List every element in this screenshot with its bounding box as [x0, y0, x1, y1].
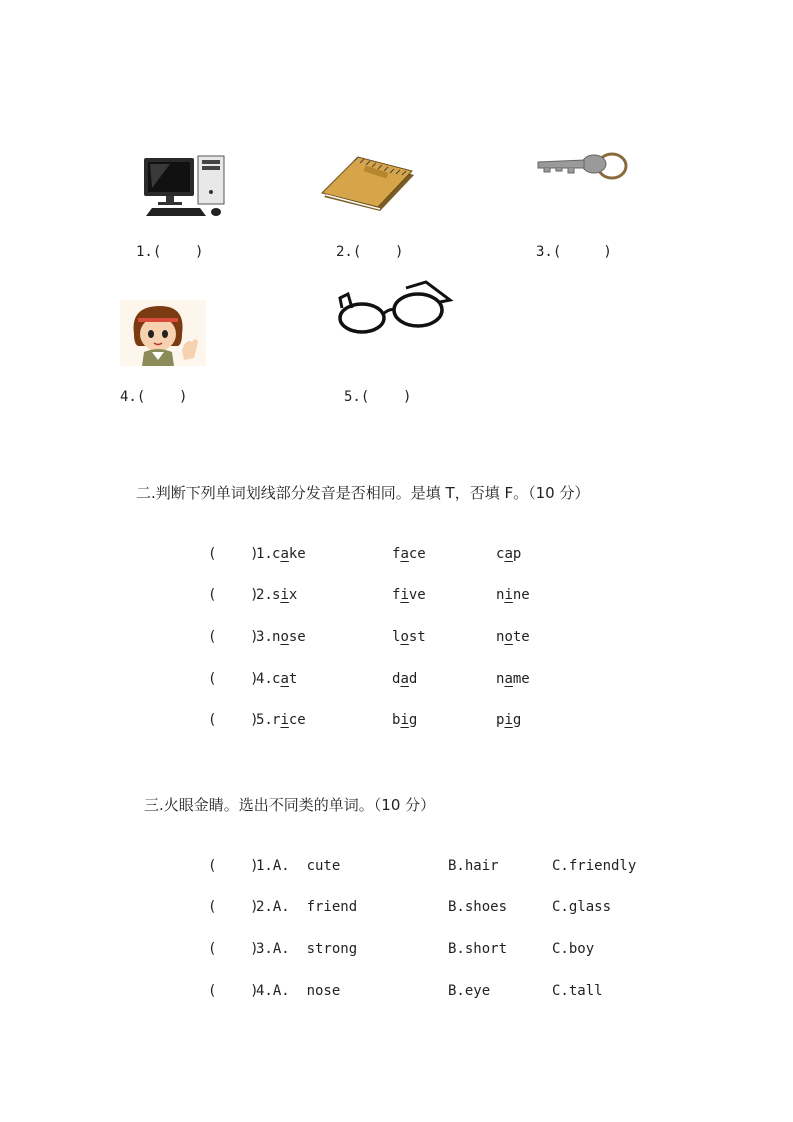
picture-label: 4.( )	[120, 389, 188, 405]
underlined-letter: i	[400, 712, 409, 728]
word-part: ce	[408, 546, 426, 562]
picture-label: 2.( )	[336, 244, 404, 260]
word-part: t	[288, 671, 298, 687]
option-a: 1.A. cute	[256, 858, 341, 874]
underlined-letter: i	[280, 712, 289, 728]
question-number: 5.	[256, 712, 273, 728]
underlined-letter: o	[504, 629, 513, 645]
underlined-letter: i	[400, 587, 409, 603]
word	[392, 671, 417, 687]
answer-blank[interactable]: ( )	[208, 546, 259, 562]
question-number: 4.	[256, 671, 273, 687]
word-part: f	[392, 546, 401, 562]
word-part: n	[496, 587, 505, 603]
question-row	[0, 712, 793, 732]
picture-label: 5.( )	[344, 389, 412, 405]
answer-blank[interactable]: ( )	[208, 629, 259, 645]
word-part: se	[288, 629, 306, 645]
option-a: 4.A. nose	[256, 983, 341, 999]
word-part: l	[392, 629, 401, 645]
word-part: p	[496, 712, 505, 728]
word-part: c	[272, 546, 281, 562]
word-part: ne	[512, 587, 530, 603]
glasses-icon	[336, 278, 454, 336]
word	[392, 587, 426, 603]
option-a: 3.A. strong	[256, 941, 358, 957]
underlined-letter: a	[280, 671, 289, 687]
option-c: C.friendly	[552, 858, 637, 874]
notebook-icon	[320, 155, 416, 213]
section-title: 二.判断下列单词划线部分发音是否相同。是填 T，否填 F。（10 分）	[136, 484, 590, 502]
question-row	[0, 858, 793, 878]
word-part: c	[496, 546, 505, 562]
answer-blank[interactable]: ( )	[208, 983, 259, 999]
answer-blank[interactable]: ( )	[208, 858, 259, 874]
underlined-letter: a	[504, 671, 513, 687]
word-part: ke	[288, 546, 306, 562]
question-number: 2.	[256, 587, 273, 603]
option-c: C.tall	[552, 983, 603, 999]
answer-blank[interactable]: ( )	[208, 899, 259, 915]
option-b: B.short	[448, 941, 508, 957]
word-part: s	[272, 587, 281, 603]
answer-blank[interactable]: ( )	[208, 671, 259, 687]
word	[496, 546, 521, 562]
word-part: me	[512, 671, 530, 687]
section-title: 三.火眼金睛。选出不同类的单词。（10 分）	[144, 796, 436, 814]
word	[392, 546, 426, 562]
word-part: n	[272, 629, 281, 645]
word-part: te	[512, 629, 530, 645]
option-b: B.shoes	[448, 899, 508, 915]
option-b: B.hair	[448, 858, 499, 874]
underlined-letter: o	[400, 629, 409, 645]
word-part: ce	[288, 712, 306, 728]
word	[272, 546, 306, 562]
word-part: r	[272, 712, 281, 728]
word	[272, 712, 306, 728]
word-part: n	[496, 629, 505, 645]
word	[496, 671, 530, 687]
underlined-letter: a	[504, 546, 513, 562]
word	[392, 712, 417, 728]
girl-avatar-icon	[120, 300, 206, 366]
word	[272, 587, 297, 603]
option-a: 2.A. friend	[256, 899, 358, 915]
word-part: x	[288, 587, 298, 603]
word-part: c	[272, 671, 281, 687]
question-row	[0, 587, 793, 607]
question-row	[0, 546, 793, 566]
word	[496, 712, 521, 728]
question-number: 3.	[256, 629, 273, 645]
word-part: g	[408, 712, 418, 728]
word-part: f	[392, 587, 401, 603]
word	[392, 629, 426, 645]
underlined-letter: i	[504, 712, 513, 728]
underlined-letter: o	[280, 629, 289, 645]
word-part: st	[408, 629, 426, 645]
word	[496, 629, 530, 645]
picture-label: 1.( )	[136, 244, 204, 260]
picture-label: 3.( )	[536, 244, 612, 260]
answer-blank[interactable]: ( )	[208, 712, 259, 728]
word-part: p	[512, 546, 522, 562]
word	[272, 671, 297, 687]
word	[496, 587, 530, 603]
underlined-letter: i	[280, 587, 289, 603]
question-row	[0, 899, 793, 919]
key-icon	[536, 148, 630, 184]
underlined-letter: a	[400, 546, 409, 562]
option-c: C.glass	[552, 899, 612, 915]
question-row	[0, 941, 793, 961]
word-part: g	[512, 712, 522, 728]
underlined-letter: a	[400, 671, 409, 687]
word	[272, 629, 306, 645]
option-c: C.boy	[552, 941, 595, 957]
underlined-letter: i	[504, 587, 513, 603]
question-number: 1.	[256, 546, 273, 562]
word-part: d	[392, 671, 401, 687]
word-part: ve	[408, 587, 426, 603]
word-part: d	[408, 671, 418, 687]
question-row	[0, 671, 793, 691]
word-part: b	[392, 712, 401, 728]
question-row	[0, 983, 793, 1003]
answer-blank[interactable]: ( )	[208, 941, 259, 957]
computer-icon	[140, 152, 230, 220]
word-part: n	[496, 671, 505, 687]
underlined-letter: a	[280, 546, 289, 562]
option-b: B.eye	[448, 983, 491, 999]
question-row	[0, 629, 793, 649]
answer-blank[interactable]: ( )	[208, 587, 259, 603]
